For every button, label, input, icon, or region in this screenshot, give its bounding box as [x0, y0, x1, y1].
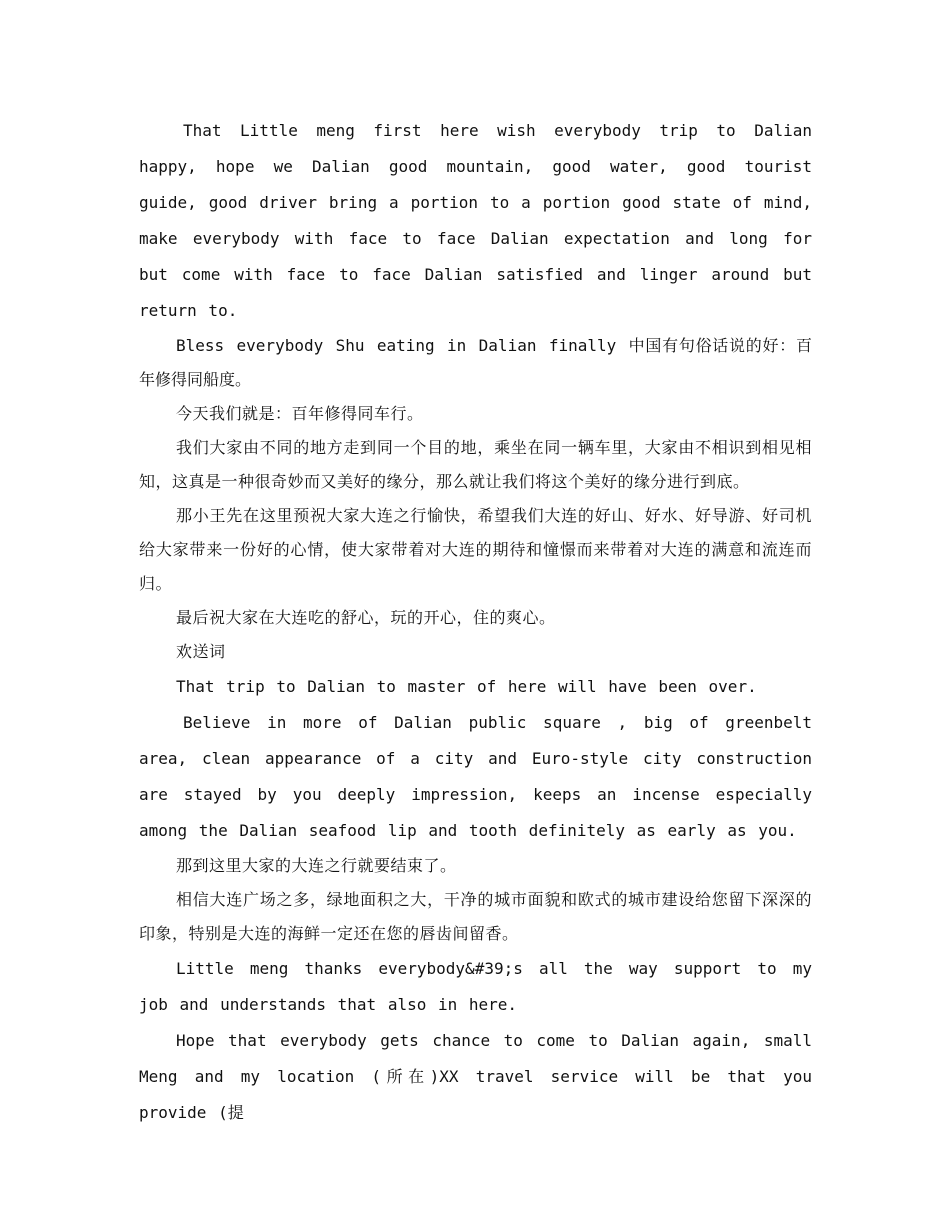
document-body — [139, 113, 812, 1131]
paragraph-hope-return: Hope that everybody gets chance to come to Dalian again, small Meng and my location (所在)XX travel service will be that you provide (提 — [139, 1031, 812, 1122]
paragraph-believe-dalian: Believe in more of Dalian public square , big of greenbelt area, clean appearance of a city and Euro-style city construction are stayed by you deeply impression, keeps an incense especially among the Dalian seafood lip and tooth definitely as early as you. — [139, 713, 812, 840]
paragraph-thanks: Little meng thanks everybody&#39;s all the way support to my job and understands that also in here. — [139, 959, 812, 1014]
paragraph-trip-over: That trip to Dalian to master of here will have been over. — [176, 677, 757, 696]
paragraph-fate: 我们大家由不同的地方走到同一个目的地，乘坐在同一辆车里，大家由不相识到相见相知，这真是一种很奇妙而又美好的缘分，那么就让我们将这个美好的缘分进行到底。 — [139, 438, 812, 491]
paragraph-wish-zh: 那小王先在这里预祝大家大连之行愉快，希望我们大连的好山、好水、好导游、好司机给大家带来一份好的心情，使大家带着对大连的期待和憧憬而来带着对大连的满意和流连而归。 — [139, 506, 812, 593]
paragraph-trip-end-zh: 那到这里大家的大连之行就要结束了。 — [176, 856, 457, 875]
paragraph-impression-zh: 相信大连广场之多，绿地面积之大，干净的城市面貌和欧式的城市建设给您留下深深的印象，特别是大连的海鲜一定还在您的唇齿间留香。 — [139, 890, 812, 943]
paragraph-today-car: 今天我们就是：百年修得同车行。 — [176, 404, 424, 423]
paragraph-bless-everybody: Bless everybody Shu eating in Dalian finally 中国有句俗话说的好：百年修得同船度。 — [139, 336, 812, 389]
paragraph-welcome-wish: That Little meng first here wish everybody trip to Dalian happy, hope we Dalian good mountain, good water, good tourist guide, good driver bring a portion to a portion good state of mind, make everybody with face to face Dalian expectation and long for but come with face to face Dalian satisfied and linger around but return to. — [139, 121, 812, 320]
paragraph-final-bless-zh: 最后祝大家在大连吃的舒心，玩的开心，住的爽心。 — [176, 608, 556, 627]
section-heading-farewell: 欢送词 — [176, 642, 226, 661]
